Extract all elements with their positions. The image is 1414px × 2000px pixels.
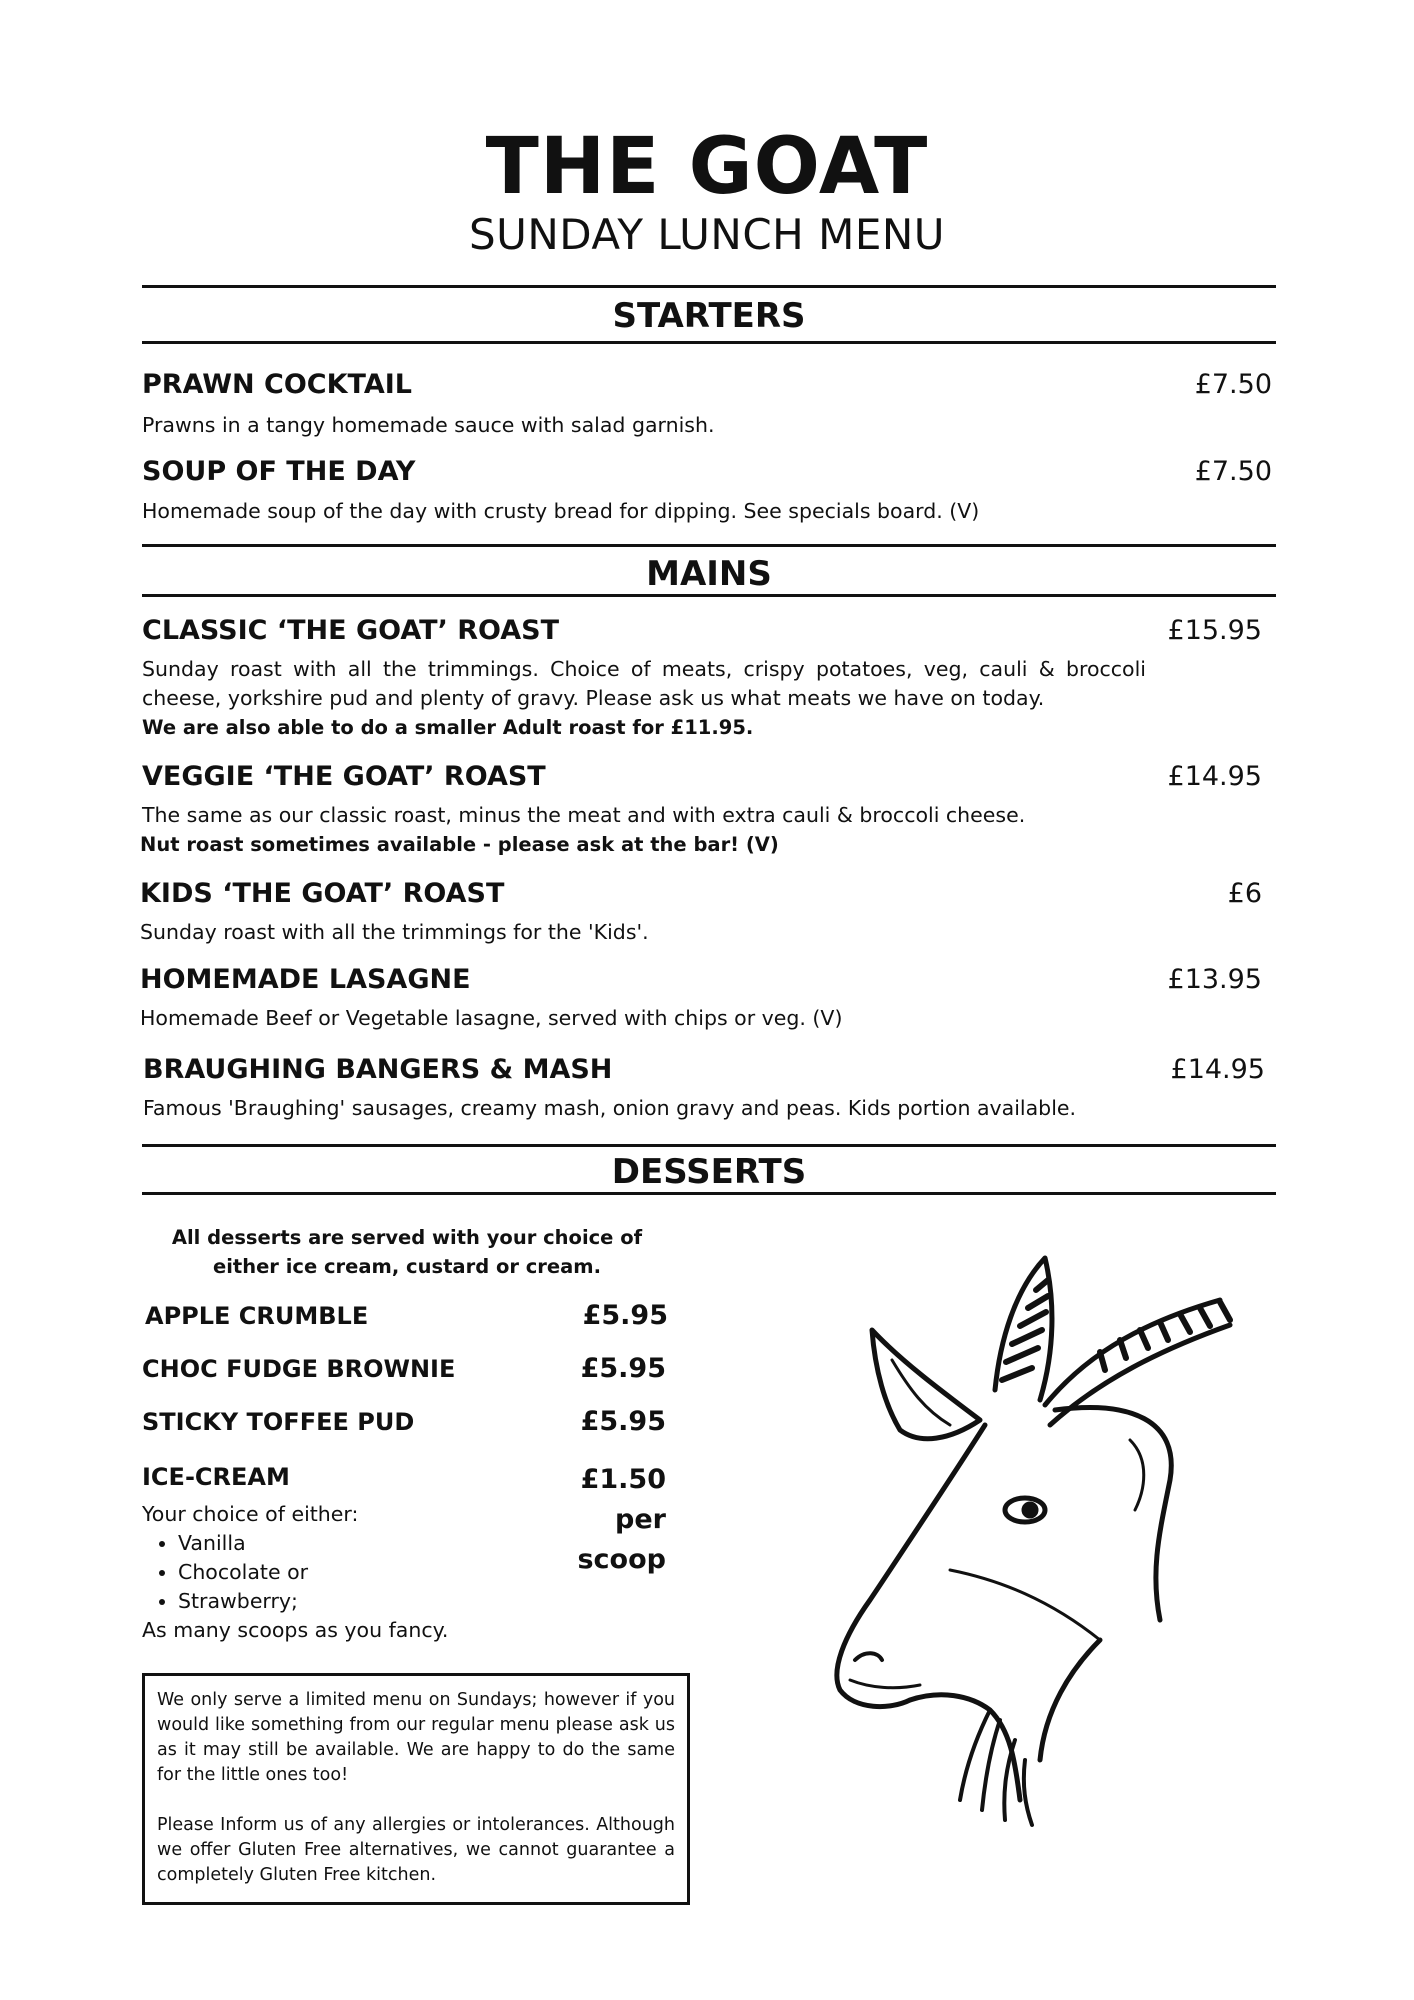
desserts-intro-line: All desserts are served with your choice of bbox=[171, 1226, 643, 1249]
item-price: £7.50 bbox=[1194, 456, 1272, 487]
item-name: KIDS ‘THE GOAT’ ROAST bbox=[140, 878, 505, 909]
item-price: £6 bbox=[1227, 878, 1262, 909]
section-heading-desserts: DESSERTS bbox=[611, 1152, 807, 1192]
item-name: HOMEMADE LASAGNE bbox=[140, 964, 471, 995]
info-paragraph: We only serve a limited menu on Sundays; however if you would like something from our regular menu please ask us as it may still be available. We are happy to do the same for the little ones too! bbox=[157, 1690, 675, 1785]
dessert-name: APPLE CRUMBLE bbox=[145, 1302, 369, 1330]
item-price: £14.95 bbox=[1167, 761, 1262, 792]
item-name: SOUP OF THE DAY bbox=[142, 456, 416, 487]
section-heading-mains: MAINS bbox=[646, 554, 772, 594]
section-heading-starters: STARTERS bbox=[612, 296, 806, 336]
dessert-name: ICE-CREAM bbox=[142, 1463, 290, 1491]
item-name: CLASSIC ‘THE GOAT’ ROAST bbox=[142, 615, 560, 646]
dessert-price: £5.95 bbox=[582, 1300, 668, 1331]
divider bbox=[142, 1192, 1276, 1195]
ice-cream-lead: Your choice of either: bbox=[142, 1502, 359, 1526]
price-line: scoop bbox=[577, 1544, 666, 1575]
dessert-name: CHOC FUDGE BROWNIE bbox=[142, 1355, 456, 1383]
desserts-intro bbox=[142, 1223, 672, 1281]
ice-cream-details bbox=[142, 1500, 542, 1645]
menu-subtitle: SUNDAY LUNCH MENU bbox=[468, 210, 946, 259]
item-price: £15.95 bbox=[1167, 615, 1262, 646]
price-line: £1.50 bbox=[580, 1464, 666, 1495]
info-box bbox=[142, 1673, 690, 1905]
item-description: Homemade Beef or Vegetable lasagne, served with chips or veg. (V) bbox=[140, 1006, 843, 1030]
divider bbox=[142, 341, 1276, 344]
desserts-intro-line: either ice cream, custard or cream. bbox=[212, 1255, 602, 1278]
item-name: BRAUGHING BANGERS & MASH bbox=[143, 1054, 613, 1085]
item-price: £14.95 bbox=[1170, 1054, 1265, 1085]
ice-cream-tail: As many scoops as you fancy. bbox=[142, 1618, 449, 1642]
flavour-list bbox=[142, 1529, 542, 1616]
dessert-price: £5.95 bbox=[580, 1406, 666, 1437]
item-description: The same as our classic roast, minus the meat and with extra cauli & broccoli cheese. bbox=[142, 803, 1026, 827]
item-description: Sunday roast with all the trimmings. Choice of meats, crispy potatoes, veg, cauli & broccoli cheese, yorkshire pud and plenty of gravy. Please ask us what meats we have on today. bbox=[142, 657, 1146, 710]
divider bbox=[142, 1144, 1276, 1147]
menu-title: THE GOAT bbox=[485, 122, 929, 212]
dessert-price: £5.95 bbox=[580, 1353, 666, 1384]
goat-head-icon bbox=[800, 1240, 1260, 1840]
item-description: Famous 'Braughing' sausages, creamy mash, onion gravy and peas. Kids portion available. bbox=[143, 1096, 1077, 1120]
item-description: Sunday roast with all the trimmings for the 'Kids'. bbox=[140, 920, 649, 944]
ice-cream-price bbox=[540, 1460, 666, 1580]
flavour-item: • Strawberry; bbox=[178, 1587, 542, 1616]
item-price: £13.95 bbox=[1167, 964, 1262, 995]
item-note: Nut roast sometimes available - please ask at the bar! (V) bbox=[140, 833, 779, 856]
item-description: Prawns in a tangy homemade sauce with salad garnish. bbox=[142, 413, 715, 437]
item-price: £7.50 bbox=[1194, 369, 1272, 400]
dessert-name: STICKY TOFFEE PUD bbox=[142, 1408, 415, 1436]
price-line: per bbox=[615, 1504, 666, 1535]
divider bbox=[142, 544, 1276, 547]
item-note: We are also able to do a smaller Adult roast for £11.95. bbox=[142, 716, 754, 739]
info-paragraph: Please Inform us of any allergies or intolerances. Although we offer Gluten Free alternatives, we cannot guarantee a completely Gluten Free kitchen. bbox=[157, 1815, 675, 1885]
divider bbox=[142, 285, 1276, 288]
flavour-item: • Vanilla bbox=[178, 1529, 542, 1558]
item-name: PRAWN COCKTAIL bbox=[142, 369, 413, 400]
item-name: VEGGIE ‘THE GOAT’ ROAST bbox=[142, 761, 546, 792]
flavour-item: • Chocolate or bbox=[178, 1558, 542, 1587]
divider bbox=[142, 594, 1276, 597]
item-description: Homemade soup of the day with crusty bread for dipping. See specials board. (V) bbox=[142, 499, 980, 523]
